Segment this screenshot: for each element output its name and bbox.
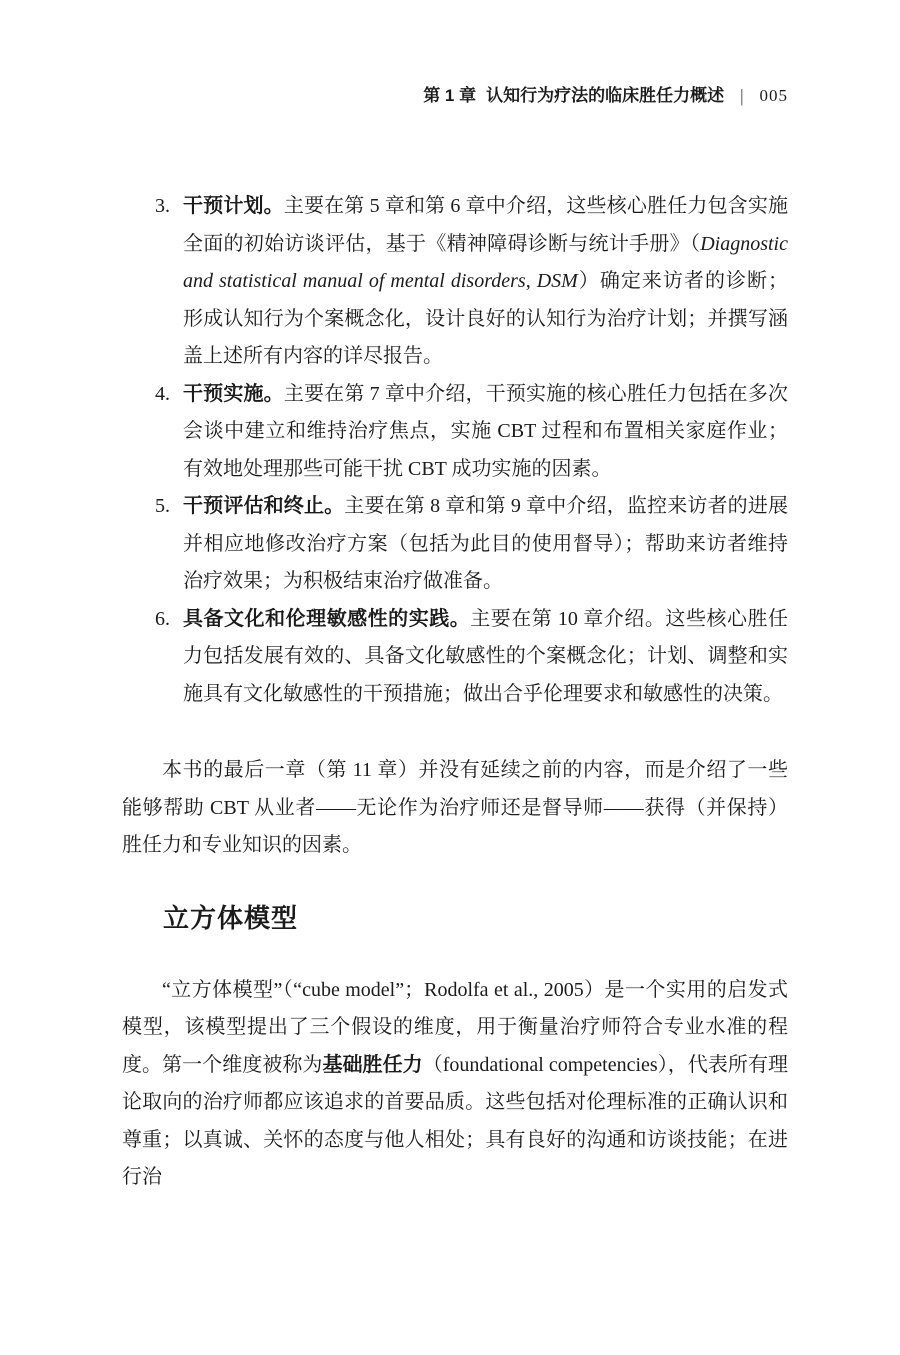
page-number: 005 xyxy=(759,86,788,105)
book-title-italic: Diagnostic and statistical manual of mental disorders, DSM xyxy=(183,232,788,292)
list-text: 主要在第 10 章介绍。这些核心胜任力包括发展有效的、具备文化敏感性的个案概念化；计划、调整和实施具有文化敏感性的干预措施；做出合乎伦理要求和敏感性的决策。 xyxy=(183,607,789,705)
chapter-label: 第 1 章 xyxy=(423,86,477,105)
list-item-evaluation-termination xyxy=(122,488,788,601)
list-item-intervention-implementation xyxy=(122,376,788,489)
book-page xyxy=(0,84,900,1355)
list-text: ）确定来访者的诊断；形成认知行为个案概念化，设计良好的认知行为治疗计划；并撰写涵盖上述所有内容的详尽报告。 xyxy=(183,270,788,367)
list-text: 主要在第 5 章和第 6 章中介绍，这些核心胜任力包含实施全面的初始访谈评估，基于《精神障碍诊断与统计手册》（ xyxy=(183,195,789,255)
list-term: 干预实施。 xyxy=(183,382,284,405)
competency-list xyxy=(122,188,788,713)
list-number: 6. xyxy=(155,607,170,630)
section-heading-cube-model: 立方体模型 xyxy=(163,902,299,933)
list-item-intervention-planning xyxy=(122,188,788,376)
body-paragraph-final-chapter: 本书的最后一章（第 11 章）并没有延续之前的内容，而是介绍了一些能够帮助 CBT 从业者——无论作为治疗师还是督导师——获得（并保持）胜任力和专业知识的因素。 xyxy=(122,759,788,856)
list-number: 5. xyxy=(155,495,170,517)
list-text: 主要在第 8 章和第 9 章中介绍，监控来访者的进展并相应地修改治疗方案（包括为此目的使用督导）；帮助来访者维持治疗效果；为积极结束治疗做准备。 xyxy=(183,495,789,592)
header-separator: | xyxy=(740,85,744,106)
paragraph-text: （foundational competencies），代表所有理论取向的治疗师都应该追求的首要品质。这些包括对伦理标准的正确认识和尊重；以真诚、关怀的态度与他人相处；具有良好的沟通和访谈技能；在进行治 xyxy=(122,1053,789,1188)
paragraph-text: “立方体模型”（“cube model”；Rodolfa et al., 2005）是一个实用的启发式模型，该模型提出了三个假设的维度，用于衡量治疗师符合专业水准的程度。第一个维度被称为 xyxy=(122,978,788,1076)
list-term: 具备文化和伦理敏感性的实践。 xyxy=(183,607,471,630)
body-paragraph-cube-model xyxy=(122,972,788,1197)
bold-term-foundational-competencies: 基础胜任力 xyxy=(322,1053,423,1076)
list-term: 干预计划。 xyxy=(183,195,284,217)
chapter-title: 认知行为疗法的临床胜任力概述 xyxy=(486,86,725,105)
list-number: 4. xyxy=(155,382,170,405)
running-header xyxy=(122,84,788,108)
list-term: 干预评估和终止。 xyxy=(183,495,345,517)
list-item-cultural-ethical-practice xyxy=(122,601,788,714)
list-text: 主要在第 7 章中介绍，干预实施的核心胜任力包括在多次会谈中建立和维持治疗焦点，实施 CBT 过程和布置相关家庭作业；有效地处理那些可能干扰 CBT 成功实施的因素。 xyxy=(183,382,789,480)
list-number: 3. xyxy=(155,195,170,217)
